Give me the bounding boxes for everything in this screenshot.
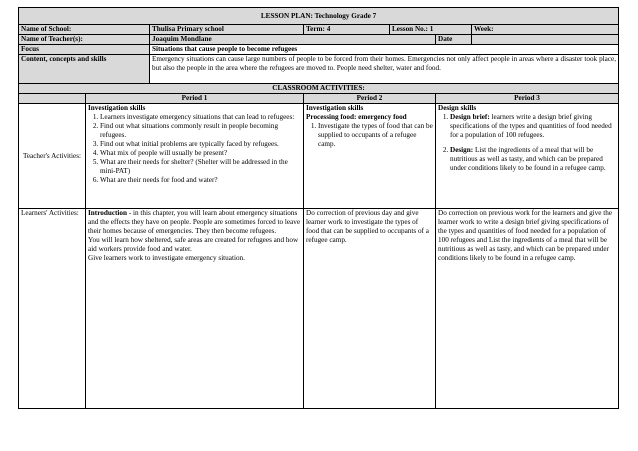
focus-label: Focus <box>19 45 150 55</box>
learner-period-3 <box>436 209 619 409</box>
school-value: Thulisa Primary school <box>150 25 304 35</box>
list-item: 5. What are their needs for shelter? (Shelter will be addressed in the mini-PAT) <box>100 158 301 176</box>
period-3-header: Period 3 <box>436 94 619 104</box>
period-1-header: Period 1 <box>86 94 304 104</box>
term-cell: Term: 4 <box>304 25 390 35</box>
lesson-plan-sheet <box>18 7 618 409</box>
teacher-p3-list <box>438 113 616 173</box>
list-item: 1. Learners investigate emergency situations that can lead to refugees: <box>100 113 301 122</box>
intro-text: - in this chapter, you will learn about emergency situations and the effects they have on people. People are sometimes forced to leave their homes because of emergencies. They then become refugees. <box>88 209 301 235</box>
teacher-activities-label: Teacher's Activities: <box>19 104 86 209</box>
list-item: 2. Find out what situations commonly result in people becoming refugees. <box>100 122 301 140</box>
lesson-plan-table <box>18 7 619 409</box>
content-label: Content, concepts and skills <box>19 55 150 84</box>
list-item <box>450 146 616 173</box>
learner-period-1 <box>86 209 304 409</box>
learner-p1-line2: You will learn how sheltered, safe areas are created for refugees and how aid workers provide food and water. <box>88 236 299 253</box>
teacher-p2-heading: Investigation skills <box>306 104 364 112</box>
teacher-p2-list <box>306 122 433 149</box>
design-brief-text: learners write a design brief giving specifications of the types and quantities of food needed for a population of 100 refugees. <box>450 113 612 139</box>
learner-activities-label: Learners' Activities: <box>19 209 86 409</box>
school-label: Name of School: <box>19 25 150 35</box>
list-item: 4. What mix of people will usually be present? <box>100 149 301 158</box>
list-item: 6. What are their needs for food and water? <box>100 176 301 185</box>
design-label: Design: <box>450 146 474 154</box>
list-item <box>450 113 616 140</box>
learner-p2-text: Do correction of previous day and give learner work to investigate the types of food that can be supplied to occupants of a refugee camp. <box>306 209 429 244</box>
design-text: List the ingredients of a meal that will be nutritious as well as tasty, and which can be prepared under conditions likely to be found in a refugee camp. <box>450 146 606 172</box>
lesson-number-cell: Lesson No.: 1 <box>390 25 472 35</box>
teacher-p3-heading: Design skills <box>438 104 477 112</box>
learner-p3-text: Do correction on previous work for the learners and give the learner work to write a design brief giving specifications of the types and quantities of food needed for a population of 100 refugees and List the ingredients of a meal that will be nutritious as well as tasty, and which can be prepared under conditions likely to be found in a refugee camp. <box>438 209 613 262</box>
date-value <box>472 35 619 45</box>
learner-p1-intro <box>88 209 301 236</box>
teacher-p2-subheading: Processing food: emergency food <box>306 113 407 121</box>
intro-label: Introduction <box>88 209 128 217</box>
date-label: Date <box>436 35 472 45</box>
activities-title: CLASSROOM ACTIVITIES: <box>19 84 619 94</box>
learner-period-2 <box>304 209 436 409</box>
teacher-label: Name of Teacher(s): <box>19 35 150 45</box>
design-brief-label: Design brief: <box>450 113 490 121</box>
teacher-p1-heading: Investigation skills <box>88 104 146 112</box>
page-title: LESSON PLAN: Technology Grade 7 <box>19 8 619 25</box>
period-header-blank <box>19 94 86 104</box>
period-2-header: Period 2 <box>304 94 436 104</box>
content-value: Emergency situations can cause large numbers of people to be forced from their homes. Emergencies not only affect people in areas where a disaster took place, but also the people in the area where the refugees are moved to. People need shelter, water and food. <box>150 55 619 84</box>
list-item: 3. Find out what initial problems are typically faced by refugees. <box>100 140 301 149</box>
teacher-period-3 <box>436 104 619 209</box>
list-item: 1. Investigate the types of food that can be supplied to occupants of a refugee camp. <box>318 122 433 149</box>
focus-value: Situations that cause people to become refugees <box>150 45 619 55</box>
week-cell: Week: <box>472 25 619 35</box>
teacher-period-1 <box>86 104 304 209</box>
teacher-p1-list <box>88 113 301 185</box>
teacher-period-2 <box>304 104 436 209</box>
learner-p1-line3: Give learners work to investigate emergency situation. <box>88 254 245 262</box>
teacher-value: Joaquim Mondlane <box>150 35 436 45</box>
